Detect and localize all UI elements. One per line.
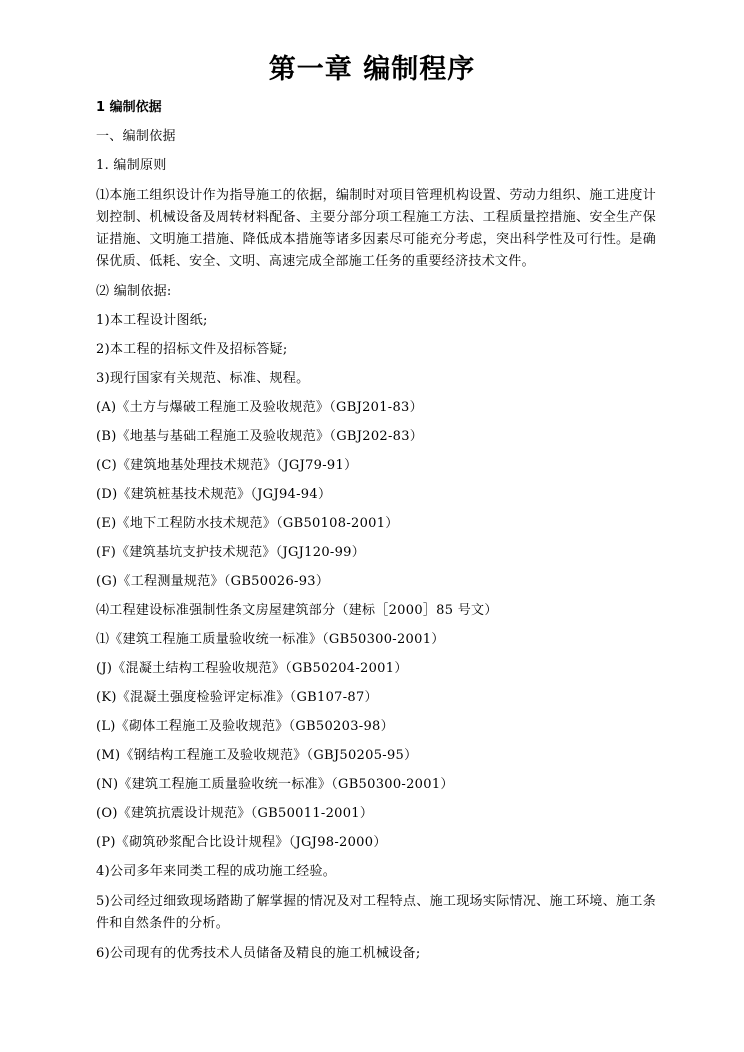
analysis-paragraph: 5)公司经过细致现场踏勘了解掌握的情况及对工程特点、施工现场实际情况、施工环境、施工条件和自然条件的分析。 [96,894,656,931]
list-item: (O)《建筑抗震设计规范》（GB50011-2001） [96,806,374,821]
subheading-basis: 一、编制依据 [96,129,176,144]
list-item: (J)《混凝土结构工程验收规范》（GB50204-2001） [96,661,408,676]
list-item: ⑷工程建设标准强制性条文房屋建筑部分（建标［2000］85 号文） [96,603,498,618]
list-item: (F)《建筑基坑支护技术规范》（JGJ120-99） [96,545,366,560]
list-item: (L)《砌体工程施工及验收规范》（GB50203-98） [96,719,394,734]
section-heading: 1 编制依据 [96,100,162,115]
subheading-principle: 1. 编制原则 [96,158,167,173]
list-item: (A)《土方与爆破工程施工及验收规范》（GBJ201-83） [96,400,423,415]
list-item: (K)《混凝土强度检验评定标准》（GB107-87） [96,690,378,705]
document-body [96,98,656,973]
list-item: 4)公司多年来同类工程的成功施工经验。 [96,864,337,879]
chapter-title: 第一章 编制程序 [268,54,476,85]
list-item: 2)本工程的招标文件及招标答疑; [96,342,288,357]
basis-heading: ⑵ 编制依据: [96,284,172,299]
list-item: (E)《地下工程防水技术规范》（GB50108-2001） [96,516,399,531]
list-item: (B)《地基与基础工程施工及验收规范》（GBJ202-83） [96,429,424,444]
list-item: (C)《建筑地基处理技术规范》（JGJ79-91） [96,458,358,473]
list-item: ⑴《建筑工程施工质量验收统一标准》（GB50300-2001） [96,632,445,647]
list-item: (N)《建筑工程施工质量验收统一标准》（GB50300-2001） [96,777,454,792]
list-item: 3)现行国家有关规范、标准、规程。 [96,371,310,386]
list-item: (P)《砌筑砂浆配合比设计规程》（JGJ98-2000） [96,835,387,850]
list-item: (D)《建筑桩基技术规范》（JGJ94-94） [96,487,332,502]
principle-paragraph: ⑴本施工组织设计作为指导施工的依据，编制时对项目管理机构设置、劳动力组织、施工进度计划控制、机械设备及周转材料配备、主要分部分项工程施工方法、工程质量控措施、安全生产保证措施、文明施工措施、降低成本措施等诸多因素尽可能充分考虑，突出科学性及可行性。是确保优质、低耗、安全、文明、高速完成全部施工任务的重要经济技术文件。 [96,188,656,269]
list-item: (M)《钢结构工程施工及验收规范》（GBJ50205-95） [96,748,418,763]
list-item: 1)本工程设计图纸; [96,313,208,328]
list-item: 6)公司现有的优秀技术人员储备及精良的施工机械设备; [96,946,421,961]
list-item: (G)《工程测量规范》（GB50026-93） [96,574,330,589]
